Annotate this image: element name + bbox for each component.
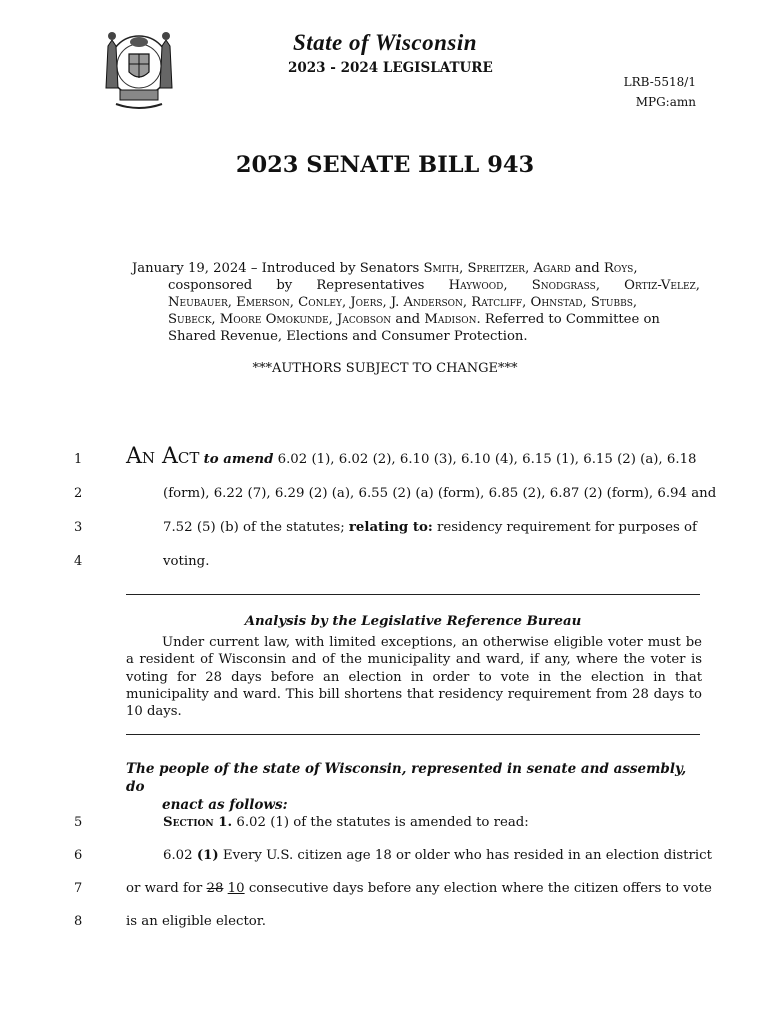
section-1-heading <box>163 815 529 830</box>
line-number: 1 <box>74 452 83 467</box>
line-number: 8 <box>74 914 83 929</box>
statute-subsection: (1) <box>196 848 219 863</box>
statute-line-7 <box>126 881 712 896</box>
analysis-body <box>126 634 702 720</box>
legislature-session: 2023 - 2024 LEGISLATURE <box>288 60 493 76</box>
act-line-1 <box>126 444 697 469</box>
representatives-line3: Subeck, Moore Omokunde, Jacobson <box>168 312 392 327</box>
relating-to-label: relating to: <box>348 520 433 535</box>
authors-notice: ***AUTHORS SUBJECT TO CHANGE*** <box>252 361 518 376</box>
referral-text: . Referred to Committee on <box>476 312 660 327</box>
section-instruction: 6.02 (1) of the statutes is amended to read: <box>236 815 529 830</box>
drafter-code: MPG:amn <box>635 95 696 109</box>
lrb-number: LRB-5518/1 <box>623 75 696 89</box>
an-act-label: An Act <box>126 444 200 469</box>
representative-madison: Madison <box>424 312 477 327</box>
line-number: 3 <box>74 520 83 535</box>
analysis-text: Under current law, with limited exceptions, an otherwise eligible voter must be a resident of Wisconsin and of the municipality and ward, if any, where the voter is voting for 28 days before an election in order to vote in the election in that municipality and ward. This bill shortens that residency requirement from 28 days to 10 days. <box>126 635 702 720</box>
line-number: 7 <box>74 881 83 896</box>
section-label: Section 1. <box>163 815 233 830</box>
act-line-2: (form), 6.22 (7), 6.29 (2) (a), 6.55 (2) (a) (form), 6.85 (2), 6.87 (2) (form), 6.94 and <box>163 486 717 501</box>
act-line3-text-a: 7.52 (5) (b) of the statutes; <box>163 520 345 535</box>
committee-name: Shared Revenue, Elections and Consumer Protection. <box>168 329 528 344</box>
act-line-4: voting. <box>163 554 210 569</box>
struck-text: 28 <box>206 881 224 896</box>
representatives-line1: Haywood, Snodgrass, Ortiz-Velez, <box>448 278 700 293</box>
enacting-line2: enact as follows: <box>162 797 288 813</box>
senators-list: Smith, Spreitzer, Agard <box>423 261 571 276</box>
state-title: State of Wisconsin <box>292 30 478 55</box>
statute-text-line6: Every U.S. citizen age 18 or older who has resided in an election district <box>222 848 712 863</box>
line-number: 5 <box>74 815 83 830</box>
introduction-block <box>132 260 700 345</box>
act-line3-text-b: residency requirement for purposes of <box>437 520 697 535</box>
senator-last: Roys, <box>603 261 638 276</box>
cosponsored-text: cosponsored by Representatives <box>168 278 425 293</box>
inserted-text: 10 <box>227 881 245 896</box>
divider-bottom <box>126 734 700 735</box>
lrb-reference <box>624 72 696 112</box>
statute-number: 6.02 <box>163 848 193 863</box>
divider-top <box>126 594 700 595</box>
statute-line-6 <box>163 848 712 863</box>
to-amend-label: to amend <box>203 452 274 467</box>
act-line-3 <box>163 520 697 535</box>
representatives-line2: Neubauer, Emerson, Conley, Joers, J. Anderson, Ratcliff, Ohnstad, Stubbs, <box>168 295 638 310</box>
line-number: 6 <box>74 848 83 863</box>
statute-line-8: is an eligible elector. <box>126 914 266 929</box>
act-line1-text: 6.02 (1), 6.02 (2), 6.10 (3), 6.10 (4), 6.15 (1), 6.15 (2) (a), 6.18 <box>277 452 697 467</box>
enacting-clause <box>126 760 702 814</box>
and-word-2: and <box>395 312 421 327</box>
enacting-line1: The people of the state of Wisconsin, represented in senate and assembly, do <box>126 761 687 795</box>
intro-date-text: January 19, 2024 – Introduced by Senators <box>132 261 420 276</box>
bill-title: 2023 SENATE BILL 943 <box>235 152 535 178</box>
line-number: 4 <box>74 554 83 569</box>
and-word: and <box>574 261 600 276</box>
analysis-heading: Analysis by the Legislative Reference Bureau <box>244 614 582 629</box>
statute-text-line7a: or ward for <box>126 881 203 896</box>
line-number: 2 <box>74 486 83 501</box>
statute-text-line7b: consecutive days before any election where the citizen offers to vote <box>248 881 712 896</box>
